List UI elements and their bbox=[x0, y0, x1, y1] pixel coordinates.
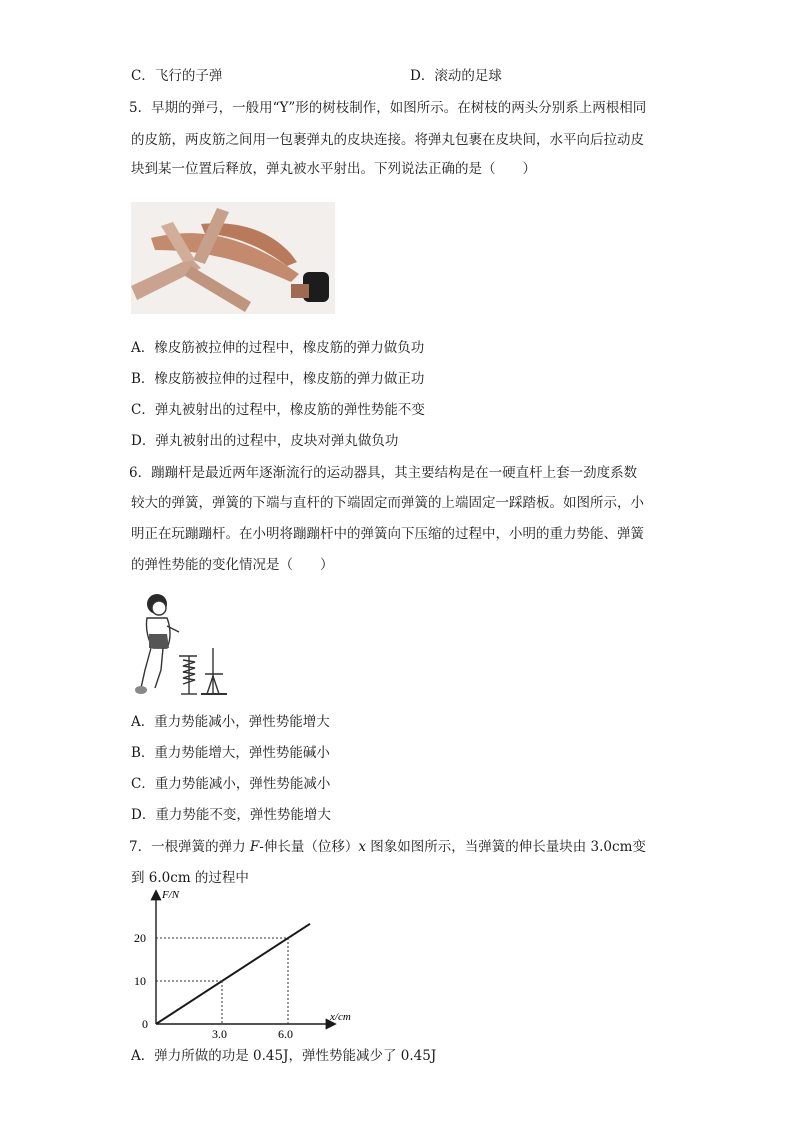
q5-option-d: D．弹丸被射出的过程中，皮块对弹丸做负功 bbox=[131, 433, 399, 449]
q5-stem-line-3: 块到某一位置后释放，弹丸被水平射出。下列说法正确的是（ ） bbox=[131, 161, 536, 177]
y-tick-label-1: 20 bbox=[134, 931, 146, 945]
q6-option-b: B．重力势能增大，弹性势能碱小 bbox=[131, 745, 330, 761]
q6-stem-line-3: 明正在玩蹦蹦杆。在小明将蹦蹦杆中的弹簧向下压缩的过程中，小明的重力势能、弹簧 bbox=[131, 526, 644, 542]
q6-stem-line-2: 较大的弹簧，弹簧的下端与直杆的下端固定而弹簧的上端固定一踩踏板。如图所示，小 bbox=[131, 495, 644, 511]
q7-stem-line-2: 到 6.0cm 的过程中 bbox=[131, 870, 249, 886]
q6-option-a: A．重力势能减小，弹性势能增大 bbox=[131, 714, 330, 730]
q6-option-c: C．重力势能减小，弹性势能减小 bbox=[131, 776, 331, 792]
q5-stem-line-2: 的皮筋，两皮筋之间用一包裹弹丸的皮块连接。将弹丸包裹在皮块间，水平向后拉动皮 bbox=[131, 132, 644, 148]
x-tick-label-0: 3.0 bbox=[212, 1027, 227, 1041]
q4-option-c: C．飞行的子弹 bbox=[131, 68, 223, 84]
q5-option-b: B．橡皮筋被拉伸的过程中，橡皮筋的弹力做正功 bbox=[131, 371, 425, 387]
q7-stem-F: F bbox=[249, 839, 260, 855]
q7-stem-part-b: -伸长量（位移） bbox=[259, 839, 359, 855]
x-axis-label: x/cm bbox=[330, 1011, 351, 1023]
pogo-stick-image bbox=[131, 590, 231, 698]
q7-stem-x: x bbox=[358, 839, 366, 855]
force-extension-line bbox=[156, 924, 310, 1024]
force-extension-chart bbox=[128, 886, 368, 1040]
q4-option-d: D．滚动的足球 bbox=[410, 68, 502, 84]
q6-option-d: D．重力势能不变，弹性势能增大 bbox=[131, 807, 331, 823]
x-tick-label-1: 6.0 bbox=[278, 1027, 293, 1041]
q7-option-a: A．弹力所做的功是 0.45J，弹性势能减少了 0.45J bbox=[131, 1048, 437, 1064]
slingshot-image bbox=[131, 202, 335, 314]
y-tick-label-0: 10 bbox=[134, 974, 146, 988]
q6-stem-line-4: 的弹性势能的变化情况是（ ） bbox=[131, 557, 334, 573]
q7-stem-part-a: 7．一根弹簧的弹力 bbox=[129, 839, 250, 855]
q5-option-a: A．橡皮筋被拉伸的过程中，橡皮筋的弹力做负功 bbox=[131, 340, 425, 356]
q5-option-c: C．弹丸被射出的过程中，橡皮筋的弹性势能不变 bbox=[131, 402, 425, 418]
q6-stem-line-1: 6．蹦蹦杆是最近两年逐渐流行的运动器具，其主要结构是在一硬直杆上套一劲度系数 bbox=[129, 465, 638, 481]
y-axis-label: F/N bbox=[162, 889, 180, 901]
q7-stem-part-c: 图象如图所示，当弹簧的伸长量块由 3.0cm变 bbox=[365, 839, 646, 855]
q7-stem-line-1 bbox=[129, 837, 646, 857]
origin-label: 0 bbox=[142, 1017, 148, 1031]
q5-stem-line-1: 5．早期的弹弓，一般用“Y”形的树枝制作，如图所示。在树枝的两头分别系上两根相同 bbox=[129, 100, 647, 116]
